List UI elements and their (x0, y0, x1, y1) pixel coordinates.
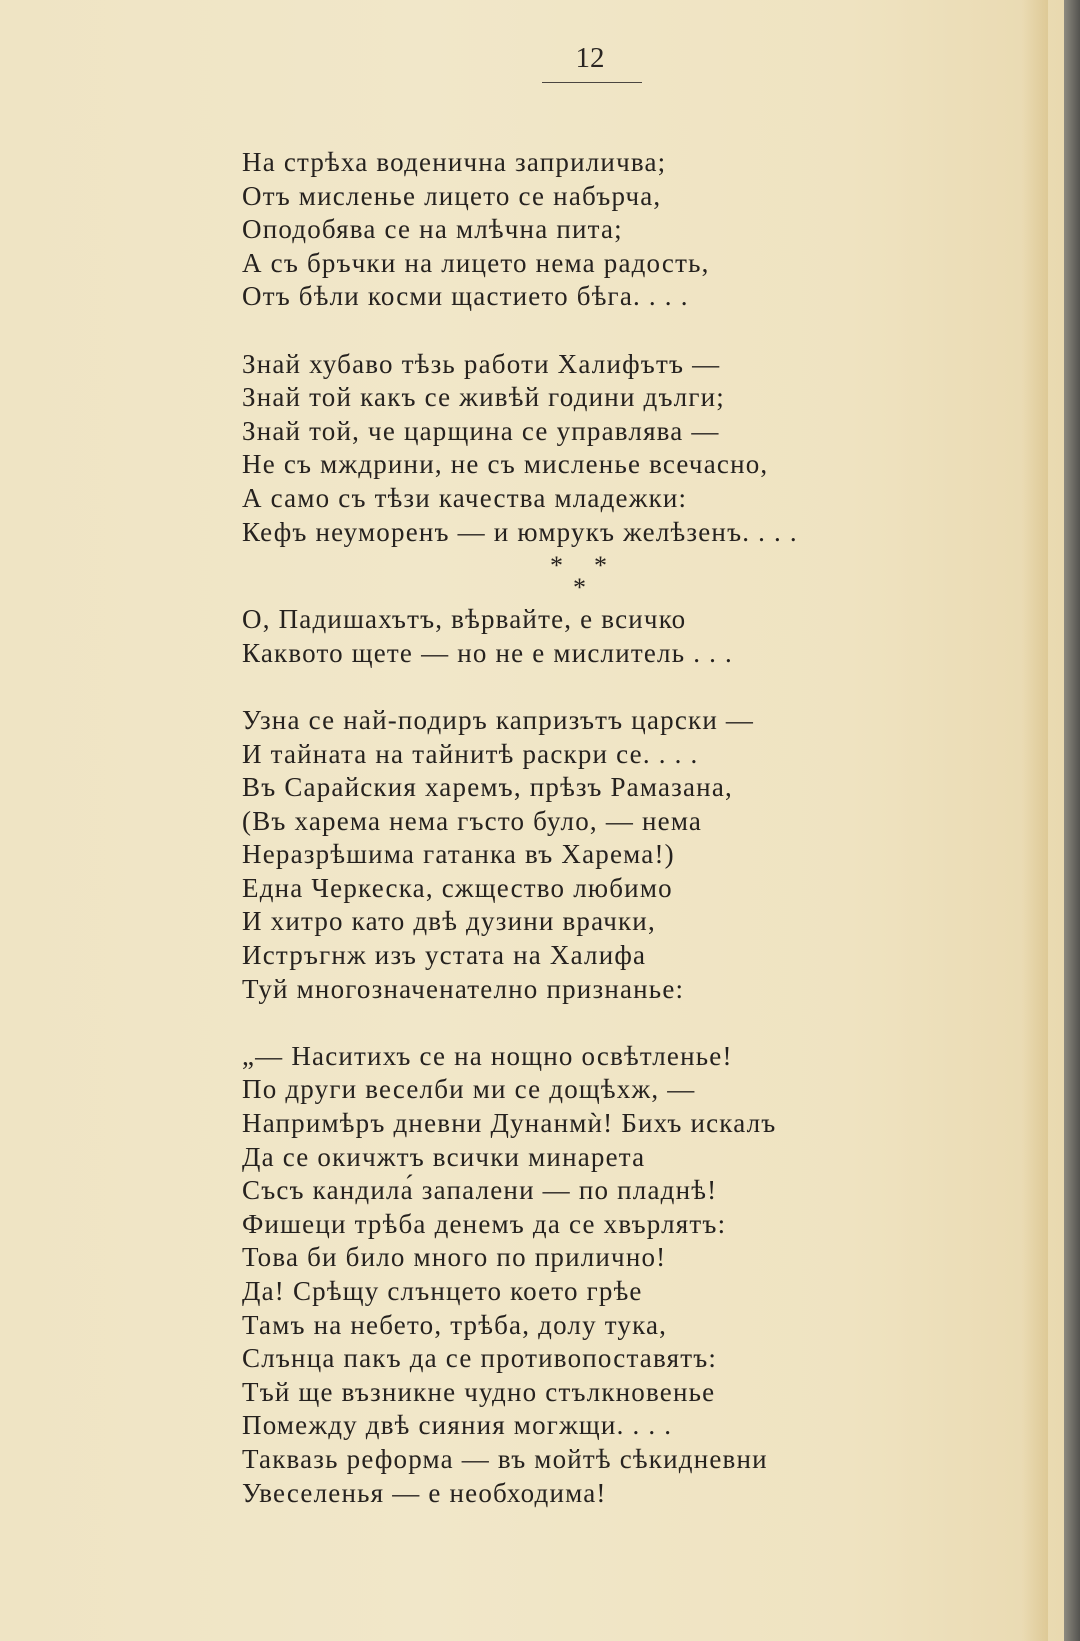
poem-line: Тамъ на небето, трѣба, долу тука, (242, 1309, 668, 1340)
poem-line: Да! Срѣщу слънцето което грѣе (242, 1276, 643, 1306)
poem-line: Знай хубаво тѣзь работи Халифътъ — (242, 348, 721, 379)
poem-line: Туй многозначенателно признанье: (242, 973, 685, 1004)
poem-line: Узна се най-подиръ капризътъ царски — (242, 704, 755, 735)
stanza-1 (242, 146, 982, 314)
poem-line: Неразрѣшима гатанка въ Харема!) (242, 839, 675, 870)
poem-line: Отъ мисленье лицето се набърча, (242, 180, 662, 211)
asterisk: * (550, 551, 565, 581)
poem-line: Слънца пакъ да се противопоставятъ: (242, 1343, 718, 1374)
stanza-2 (242, 348, 982, 550)
poem-line: Оподобява се на млѣчна пита; (242, 214, 623, 245)
poem-line: Не съ мждрини, не съ мисленье всечасно, (242, 449, 769, 480)
poem-line: И хитро като двѣ дузини врачки, (242, 906, 656, 937)
poem-line: Кефъ неуморенъ — и юмрукъ желѣзенъ. . . . (242, 516, 798, 547)
poem-line: „— Наситихъ се на нощно освѣтленье! (242, 1040, 733, 1071)
poem-text (242, 146, 982, 1510)
stanza-5 (242, 1040, 982, 1510)
poem-line: А съ бръчки на лицето нема радость, (242, 247, 710, 278)
section-separator (242, 549, 642, 603)
poem-line: Отъ бѣли косми щастието бѣга. . . . (242, 281, 689, 312)
poem-line: Въ Сарайския харемъ, прѣзъ Рамазана, (242, 772, 733, 803)
asterisk: * (594, 551, 609, 581)
poem-line: Една Черкеска, сжщество любимо (242, 872, 673, 903)
poem-line: Истръгнж изъ устата на Халифа (242, 940, 647, 971)
poem-line: Да се окичжтъ всички минарета (242, 1141, 646, 1172)
poem-line: Тъй ще възникне чудно стълкновенье (242, 1376, 716, 1407)
stanza-4 (242, 704, 982, 1006)
poem-line: О, Падишахътъ, вѣрвайте, е всичко (242, 604, 687, 635)
poem-line: Това би било много по прилично! (242, 1242, 667, 1273)
poem-line: (Въ харема нема гъсто було, — нема (242, 805, 703, 836)
poem-line: Знай той какъ се живѣй години дълги; (242, 382, 725, 413)
page-number: 12 (575, 42, 605, 74)
poem-line: Помежду двѣ сияния могжщи. . . . (242, 1410, 673, 1441)
poem-line: Знай той, че царщина се управлява — (242, 415, 720, 446)
asterisk: * (573, 573, 588, 603)
page-stain (1022, 0, 1048, 1641)
stanza-gap (242, 314, 982, 348)
poem-line: Таквазь реформа — въ мойтѣ сѣкидневни (242, 1443, 768, 1474)
poem-line: На стрѣха воденична заприличва; (242, 147, 667, 177)
poem-line: И тайната на тайнитѣ раскри се. . . . (242, 738, 699, 769)
book-spine-edge (1064, 0, 1080, 1641)
page-number-rule (542, 82, 642, 83)
stanza-gap (242, 1006, 982, 1040)
poem-line: Напримѣръ дневни Дунанмѝ! Бихъ искалъ (242, 1108, 777, 1139)
poem-line: По други веселби ми се дощѣхж, — (242, 1074, 696, 1105)
stanza-gap (242, 670, 982, 704)
poem-line: А само съ тѣзи качества младежки: (242, 482, 688, 513)
poem-line: Фишеци трѣба денемъ да се хвърлятъ: (242, 1208, 727, 1239)
stanza-3 (242, 603, 982, 670)
poem-line: Увеселенья — е необходима! (242, 1477, 607, 1508)
poem-line: Съсъ кандила́ запалени — по пладнѣ! (242, 1175, 718, 1206)
poem-line: Каквото щете — но не е мислитель . . . (242, 637, 733, 668)
